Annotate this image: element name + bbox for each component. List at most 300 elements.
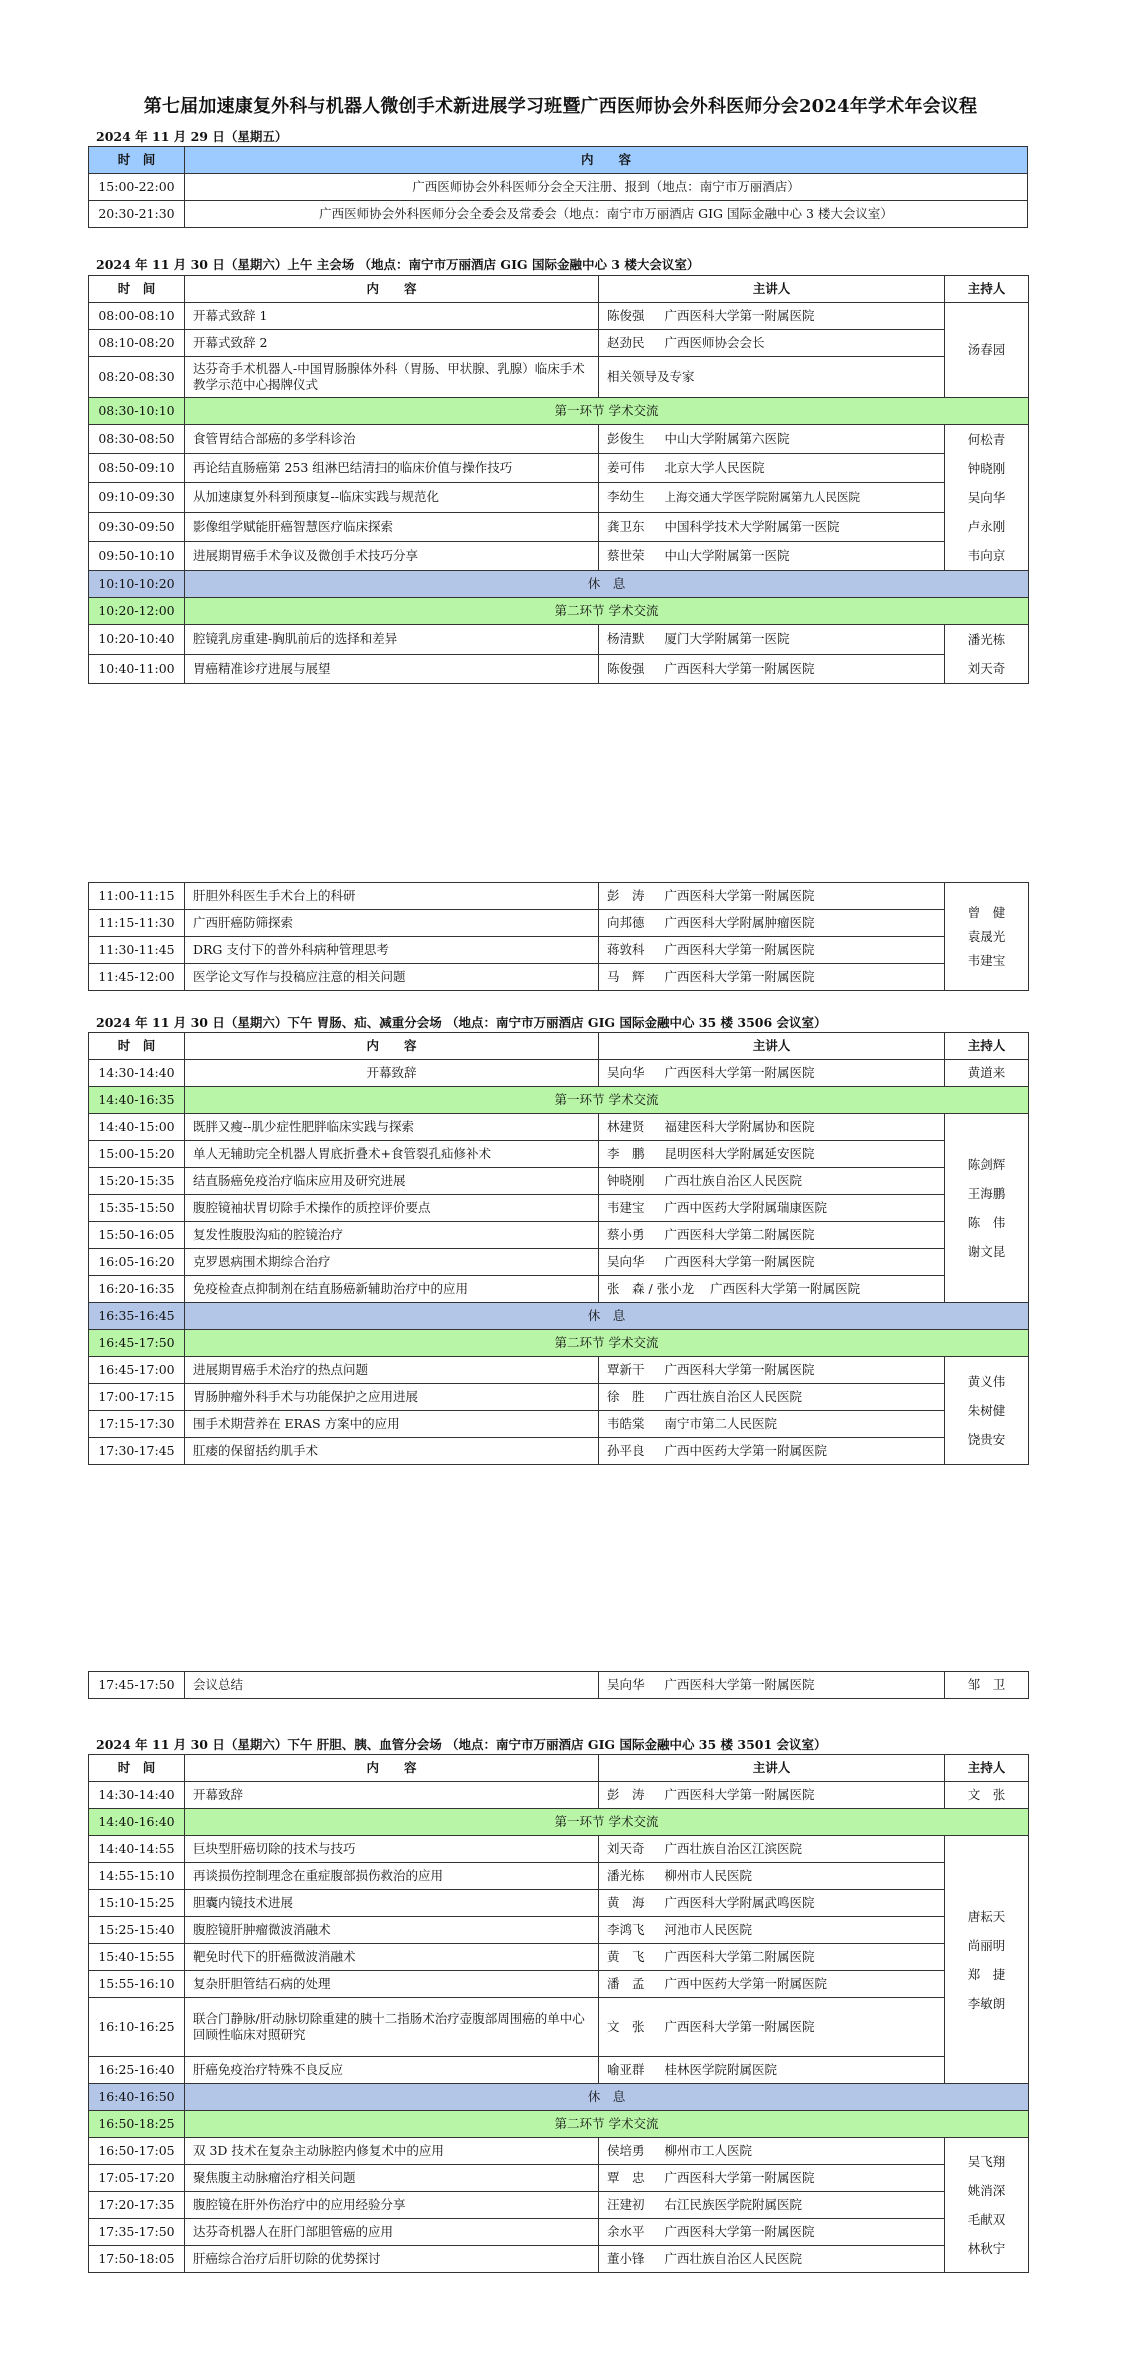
topic-cell: 肝胆外科医生手术台上的科研 bbox=[185, 883, 599, 910]
time-cell: 11:00-11:15 bbox=[89, 883, 185, 910]
topic-cell: 结直肠癌免疫治疗临床应用及研究进展 bbox=[185, 1168, 599, 1195]
speaker-org: 中山大学附属第一医院 bbox=[657, 541, 945, 570]
time-cell: 17:45-17:50 bbox=[89, 1672, 185, 1699]
table-row bbox=[89, 1863, 1029, 1890]
topic-cell: 肝癌综合治疗后肝切除的优势探讨 bbox=[185, 2246, 599, 2273]
time-cell: 20:30-21:30 bbox=[89, 201, 185, 228]
speaker-name: 杨清默 bbox=[599, 625, 657, 655]
host-name: 王海鹏 bbox=[967, 1186, 1006, 1201]
time-cell: 17:15-17:30 bbox=[89, 1411, 185, 1438]
speaker-org: 广西医科大学第一附属医院 bbox=[710, 1281, 861, 1296]
speaker-name: 蔡世荣 bbox=[599, 541, 657, 570]
topic-cell: 会议总结 bbox=[185, 1672, 599, 1699]
day-label-nov29: 2024 年 11 月 29 日（星期五） bbox=[96, 129, 288, 144]
header-content: 内 容 bbox=[185, 1755, 599, 1782]
section-label: 第二环节 学术交流 bbox=[185, 598, 1029, 625]
time-cell: 09:50-10:10 bbox=[89, 541, 185, 570]
table-row bbox=[89, 1944, 1029, 1971]
table-row bbox=[89, 201, 1028, 228]
topic-cell: 广西肝癌防筛探索 bbox=[185, 910, 599, 937]
topic-cell: 靶免时代下的肝癌微波消融术 bbox=[185, 1944, 599, 1971]
topic-cell: 单人无辅助完全机器人胃底折叠术+食管裂孔疝修补术 bbox=[185, 1141, 599, 1168]
topic-cell: 再谈损伤控制理念在重症腹部损伤救治的应用 bbox=[185, 1863, 599, 1890]
header-content: 内 容 bbox=[185, 147, 1028, 174]
host-cell bbox=[945, 625, 1029, 684]
speaker-name: 孙平良 bbox=[599, 1438, 657, 1465]
host-name: 吴向华 bbox=[967, 490, 1006, 505]
topic-cell: 免疫检查点抑制剂在结直肠癌新辅助治疗中的应用 bbox=[185, 1276, 599, 1303]
host-cell bbox=[945, 1357, 1029, 1465]
speaker-org: 广西医科大学第二附属医院 bbox=[657, 1944, 945, 1971]
speaker-name: 潘光栋 bbox=[599, 1863, 657, 1890]
gi-session-closing-table bbox=[88, 1671, 1029, 1699]
section-label: 第二环节 学术交流 bbox=[185, 1330, 1029, 1357]
speaker-org: 广西医科大学第一附属医院 bbox=[657, 1672, 945, 1699]
table-row bbox=[89, 2057, 1029, 2084]
table-row bbox=[89, 1114, 1029, 1141]
speaker-org: 广西医科大学第一附属医院 bbox=[657, 2165, 945, 2192]
time-cell: 17:20-17:35 bbox=[89, 2192, 185, 2219]
speaker-org: 广西医科大学第一附属医院 bbox=[657, 1249, 945, 1276]
time-cell: 11:15-11:30 bbox=[89, 910, 185, 937]
table-row bbox=[89, 1195, 1029, 1222]
speaker-org: 广西中医药大学附属瑞康医院 bbox=[657, 1195, 945, 1222]
host-name: 曾 健 bbox=[967, 904, 1006, 920]
table-row bbox=[89, 910, 1029, 937]
time-cell: 16:05-16:20 bbox=[89, 1249, 185, 1276]
section-row bbox=[89, 1087, 1029, 1114]
header-time: 时 间 bbox=[89, 276, 185, 303]
header-speaker: 主讲人 bbox=[599, 276, 945, 303]
time-cell: 15:40-15:55 bbox=[89, 1944, 185, 1971]
host-name: 韦建宝 bbox=[967, 952, 1006, 968]
speaker-name: 彭俊生 bbox=[599, 425, 657, 454]
header-speaker: 主讲人 bbox=[599, 1033, 945, 1060]
table-header-row bbox=[89, 1033, 1029, 1060]
speaker-name: 陈俊强 bbox=[599, 303, 657, 330]
speaker-name: 吴向华 bbox=[599, 1672, 657, 1699]
host-cell: 文 张 bbox=[945, 1782, 1029, 1809]
speaker-org: 广西医科大学第二附属医院 bbox=[657, 1222, 945, 1249]
topic-cell: 开幕式致辞 2 bbox=[185, 330, 599, 357]
time-cell: 08:30-10:10 bbox=[89, 398, 185, 425]
header-content: 内 容 bbox=[185, 1033, 599, 1060]
speaker-org: 广西中医药大学第一附属医院 bbox=[657, 1971, 945, 1998]
topic-cell: 肝癌免疫治疗特殊不良反应 bbox=[185, 2057, 599, 2084]
speaker-org: 中山大学附属第六医院 bbox=[657, 425, 945, 454]
time-cell: 14:40-14:55 bbox=[89, 1836, 185, 1863]
table-row bbox=[89, 1141, 1029, 1168]
speaker-name: 姜可伟 bbox=[599, 454, 657, 483]
speaker-org: 厦门大学附属第一医院 bbox=[657, 625, 945, 655]
table-row bbox=[89, 541, 1029, 570]
topic-cell: 达芬奇机器人在肝门部胆管癌的应用 bbox=[185, 2219, 599, 2246]
speaker-org: 广西医科大学第一附属医院 bbox=[657, 1357, 945, 1384]
speaker-org: 广西壮族自治区人民医院 bbox=[657, 2246, 945, 2273]
speaker-name: 钟晓刚 bbox=[599, 1168, 657, 1195]
speaker-name: 林建贤 bbox=[599, 1114, 657, 1141]
table-row bbox=[89, 625, 1029, 655]
host-name: 林秋宁 bbox=[967, 2241, 1006, 2256]
speaker-org: 福建医科大学附属协和医院 bbox=[657, 1114, 945, 1141]
topic-cell: 胃癌精准诊疗进展与展望 bbox=[185, 654, 599, 684]
time-cell: 15:25-15:40 bbox=[89, 1917, 185, 1944]
topic-cell: 复发性腹股沟疝的腔镜治疗 bbox=[185, 1222, 599, 1249]
topic-cell: 巨块型肝癌切除的技术与技巧 bbox=[185, 1836, 599, 1863]
speaker-name: 黄 海 bbox=[599, 1890, 657, 1917]
speaker-name: 李 鹏 bbox=[599, 1141, 657, 1168]
speaker-name: 龚卫东 bbox=[599, 512, 657, 541]
time-cell: 11:30-11:45 bbox=[89, 937, 185, 964]
speaker-org: 广西医科大学第一附属医院 bbox=[657, 883, 945, 910]
day-label-hpb-session: 2024 年 11 月 30 日（星期六）下午 肝胆、胰、血管分会场 （地点：南宁市万丽酒店 GIG 国际金融中心 35 楼 3501 会议室） bbox=[96, 1737, 827, 1752]
speaker-name: 相关领导及专家 bbox=[599, 357, 945, 398]
time-cell: 14:40-15:00 bbox=[89, 1114, 185, 1141]
speaker-org: 广西医师协会会长 bbox=[657, 330, 945, 357]
speaker-name: 向邦德 bbox=[599, 910, 657, 937]
table-row bbox=[89, 357, 1029, 398]
speaker-org: 北京大学人民医院 bbox=[657, 454, 945, 483]
time-cell: 08:50-09:10 bbox=[89, 454, 185, 483]
table-row bbox=[89, 425, 1029, 454]
table-row bbox=[89, 937, 1029, 964]
host-name: 陈 伟 bbox=[967, 1215, 1006, 1230]
header-speaker: 主讲人 bbox=[599, 1755, 945, 1782]
time-cell: 15:00-15:20 bbox=[89, 1141, 185, 1168]
time-cell: 08:10-08:20 bbox=[89, 330, 185, 357]
host-name: 黄义伟 bbox=[967, 1374, 1006, 1389]
time-cell: 17:35-17:50 bbox=[89, 2219, 185, 2246]
time-cell: 15:10-15:25 bbox=[89, 1890, 185, 1917]
time-cell: 09:30-09:50 bbox=[89, 512, 185, 541]
speaker-org: 柳州市人民医院 bbox=[657, 1863, 945, 1890]
topic-cell: 双 3D 技术在复杂主动脉腔内修复术中的应用 bbox=[185, 2138, 599, 2165]
table-row bbox=[89, 1411, 1029, 1438]
speaker-name: 蒋敦科 bbox=[599, 937, 657, 964]
time-cell: 14:30-14:40 bbox=[89, 1060, 185, 1087]
section-row bbox=[89, 598, 1029, 625]
header-time: 时 间 bbox=[89, 1755, 185, 1782]
time-cell: 15:55-16:10 bbox=[89, 1971, 185, 1998]
speaker-name: 潘 孟 bbox=[599, 1971, 657, 1998]
topic-cell: 再论结直肠癌第 253 组淋巴结清扫的临床价值与操作技巧 bbox=[185, 454, 599, 483]
topic-cell: 既胖又瘦--肌少症性肥胖临床实践与探索 bbox=[185, 1114, 599, 1141]
speaker-org: 广西医科大学第一附属医院 bbox=[657, 1998, 945, 2057]
time-cell: 16:50-18:25 bbox=[89, 2111, 185, 2138]
speaker-name: 韦皓棠 bbox=[599, 1411, 657, 1438]
speaker-org: 广西医科大学第一附属医院 bbox=[657, 2219, 945, 2246]
speaker-org: 广西医科大学第一附属医院 bbox=[657, 1782, 945, 1809]
table-row bbox=[89, 2246, 1029, 2273]
time-cell: 16:20-16:35 bbox=[89, 1276, 185, 1303]
table-row bbox=[89, 454, 1029, 483]
host-name: 陈剑辉 bbox=[967, 1157, 1006, 1172]
time-cell: 16:45-17:00 bbox=[89, 1357, 185, 1384]
time-cell: 14:55-15:10 bbox=[89, 1863, 185, 1890]
table-row bbox=[89, 1384, 1029, 1411]
host-name: 郑 捷 bbox=[967, 1966, 1006, 1982]
table-row bbox=[89, 303, 1029, 330]
break-label: 休 息 bbox=[185, 1303, 1029, 1330]
time-cell: 16:45-17:50 bbox=[89, 1330, 185, 1357]
speaker-name: 赵劲民 bbox=[599, 330, 657, 357]
topic-cell: 医学论文写作与投稿应注意的相关问题 bbox=[185, 964, 599, 991]
time-cell: 14:30-14:40 bbox=[89, 1782, 185, 1809]
table-row bbox=[89, 1971, 1029, 1998]
topic-cell: 从加速康复外科到预康复--临床实践与规范化 bbox=[185, 483, 599, 512]
speaker-name: 陈俊强 bbox=[599, 654, 657, 684]
speaker-org: 广西医科大学第一附属医院 bbox=[657, 1060, 945, 1087]
table-row bbox=[89, 1249, 1029, 1276]
host-cell bbox=[945, 425, 1029, 571]
table-row bbox=[89, 1890, 1029, 1917]
host-name: 谢文昆 bbox=[967, 1244, 1006, 1259]
time-cell: 10:20-12:00 bbox=[89, 598, 185, 625]
topic-cell: 食管胃结合部癌的多学科诊治 bbox=[185, 425, 599, 454]
host-cell: 汤春园 bbox=[945, 303, 1029, 398]
time-cell: 14:40-16:35 bbox=[89, 1087, 185, 1114]
speaker-org: 广西医科大学第一附属医院 bbox=[657, 937, 945, 964]
topic-cell: 开幕致辞 bbox=[185, 1782, 599, 1809]
speaker-name: 汪建初 bbox=[599, 2192, 657, 2219]
break-label: 休 息 bbox=[185, 2084, 1029, 2111]
table-row bbox=[89, 964, 1029, 991]
time-cell: 08:30-08:50 bbox=[89, 425, 185, 454]
section-row bbox=[89, 398, 1029, 425]
table-row bbox=[89, 330, 1029, 357]
speaker-org: 广西壮族自治区江滨医院 bbox=[657, 1836, 945, 1863]
topic-cell: 进展期胃癌手术治疗的热点问题 bbox=[185, 1357, 599, 1384]
table-row bbox=[89, 483, 1029, 512]
topic-cell: 腔镜乳房重建-胸肌前后的选择和差异 bbox=[185, 625, 599, 655]
time-cell: 17:30-17:45 bbox=[89, 1438, 185, 1465]
time-cell: 10:10-10:20 bbox=[89, 571, 185, 598]
time-cell: 10:40-11:00 bbox=[89, 654, 185, 684]
time-cell: 15:00-22:00 bbox=[89, 174, 185, 201]
section-label: 第一环节 学术交流 bbox=[185, 1809, 1029, 1836]
break-label: 休 息 bbox=[185, 571, 1029, 598]
section-label: 第一环节 学术交流 bbox=[185, 398, 1029, 425]
speaker-org: 广西壮族自治区人民医院 bbox=[657, 1168, 945, 1195]
speaker-name: 彭 涛 bbox=[599, 1782, 657, 1809]
host-cell bbox=[945, 1114, 1029, 1303]
time-cell: 10:20-10:40 bbox=[89, 625, 185, 655]
day-label-nov30-morning: 2024 年 11 月 30 日（星期六）上午 主会场 （地点：南宁市万丽酒店 GIG 国际金融中心 3 楼大会议室） bbox=[96, 257, 700, 272]
main-venue-table bbox=[88, 275, 1029, 684]
host-name: 袁晟光 bbox=[967, 928, 1006, 944]
time-cell: 17:05-17:20 bbox=[89, 2165, 185, 2192]
speaker-name: 吴向华 bbox=[599, 1060, 657, 1087]
host-name: 尚丽明 bbox=[967, 1937, 1006, 1953]
time-cell: 15:20-15:35 bbox=[89, 1168, 185, 1195]
speaker-name: 张 森 / 张小龙 bbox=[607, 1281, 695, 1296]
host-name: 卢永刚 bbox=[967, 519, 1006, 534]
host-name: 饶贵安 bbox=[967, 1432, 1006, 1447]
table-header-row bbox=[89, 147, 1028, 174]
table-row bbox=[89, 1168, 1029, 1195]
speaker-org: 右江民族医学院附属医院 bbox=[657, 2192, 945, 2219]
host-cell bbox=[945, 883, 1029, 991]
time-cell: 17:00-17:15 bbox=[89, 1384, 185, 1411]
time-cell: 08:00-08:10 bbox=[89, 303, 185, 330]
host-cell bbox=[945, 1836, 1029, 2084]
speaker-name: 侯培勇 bbox=[599, 2138, 657, 2165]
speaker-name: 黄 飞 bbox=[599, 1944, 657, 1971]
topic-cell: 复杂肝胆管结石病的处理 bbox=[185, 1971, 599, 1998]
speaker-name: 文 张 bbox=[599, 1998, 657, 2057]
host-name: 唐耘天 bbox=[967, 1908, 1006, 1924]
time-cell: 15:50-16:05 bbox=[89, 1222, 185, 1249]
time-cell: 11:45-12:00 bbox=[89, 964, 185, 991]
topic-cell: 开幕式致辞 1 bbox=[185, 303, 599, 330]
page-title: 第七届加速康复外科与机器人微创手术新进展学习班暨广西医师协会外科医师分会2024年学术年会议程 bbox=[143, 96, 978, 117]
table-row bbox=[89, 1222, 1029, 1249]
speaker-name: 覃新干 bbox=[599, 1357, 657, 1384]
topic-cell: 胆囊内镜技术进展 bbox=[185, 1890, 599, 1917]
host-cell: 黄道来 bbox=[945, 1060, 1029, 1087]
speaker-name: 董小锋 bbox=[599, 2246, 657, 2273]
time-cell: 16:40-16:50 bbox=[89, 2084, 185, 2111]
time-cell: 16:25-16:40 bbox=[89, 2057, 185, 2084]
table-header-row bbox=[89, 276, 1029, 303]
speaker-name: 李鸿飞 bbox=[599, 1917, 657, 1944]
table-header-row bbox=[89, 1755, 1029, 1782]
table-row bbox=[89, 654, 1029, 684]
host-name: 李敏朗 bbox=[967, 1995, 1006, 2011]
section-label: 第一环节 学术交流 bbox=[185, 1087, 1029, 1114]
speaker-org: 广西壮族自治区人民医院 bbox=[657, 1384, 945, 1411]
table-row bbox=[89, 2138, 1029, 2165]
topic-cell: 腹腔镜在肝外伤治疗中的应用经验分享 bbox=[185, 2192, 599, 2219]
speaker-name: 刘天奇 bbox=[599, 1836, 657, 1863]
content-cell: 广西医师协会外科医师分会全委会及常委会（地点：南宁市万丽酒店 GIG 国际金融中心 3 楼大会议室） bbox=[185, 201, 1028, 228]
speaker-org: 中国科学技术大学附属第一医院 bbox=[657, 512, 945, 541]
speaker-name: 韦建宝 bbox=[599, 1195, 657, 1222]
speaker-name: 彭 涛 bbox=[599, 883, 657, 910]
host-name: 潘光栋 bbox=[967, 632, 1006, 647]
table-row bbox=[89, 1276, 1029, 1303]
table-row bbox=[89, 2165, 1029, 2192]
topic-cell: 腹腔镜袖状胃切除手术操作的质控评价要点 bbox=[185, 1195, 599, 1222]
time-cell: 16:35-16:45 bbox=[89, 1303, 185, 1330]
table-row bbox=[89, 1836, 1029, 1863]
topic-cell: DRG 支付下的普外科病种管理思考 bbox=[185, 937, 599, 964]
host-name: 刘天奇 bbox=[967, 661, 1006, 676]
table-row bbox=[89, 1438, 1029, 1465]
table-row bbox=[89, 512, 1029, 541]
topic-cell: 进展期胃癌手术争议及微创手术技巧分享 bbox=[185, 541, 599, 570]
topic-cell: 达芬奇手术机器人-中国胃肠腺体外科（胃肠、甲状腺、乳腺）临床手术教学示范中心揭牌仪式 bbox=[185, 357, 599, 398]
speaker-name: 蔡小勇 bbox=[599, 1222, 657, 1249]
topic-cell: 克罗恩病围术期综合治疗 bbox=[185, 1249, 599, 1276]
host-name: 朱树健 bbox=[967, 1403, 1006, 1418]
table-row bbox=[89, 2219, 1029, 2246]
time-cell: 14:40-16:40 bbox=[89, 1809, 185, 1836]
speaker-name: 余水平 bbox=[599, 2219, 657, 2246]
topic-cell: 腹腔镜肝肿瘤微波消融术 bbox=[185, 1917, 599, 1944]
table-row bbox=[89, 1917, 1029, 1944]
topic-cell: 影像组学赋能肝癌智慧医疗临床探索 bbox=[185, 512, 599, 541]
hpb-session-table bbox=[88, 1754, 1029, 2273]
table-row bbox=[89, 1998, 1029, 2057]
time-cell: 08:20-08:30 bbox=[89, 357, 185, 398]
content-cell: 广西医师协会外科医师分会全天注册、报到（地点：南宁市万丽酒店） bbox=[185, 174, 1028, 201]
speaker-org: 广西医科大学附属肿瘤医院 bbox=[657, 910, 945, 937]
time-cell: 16:10-16:25 bbox=[89, 1998, 185, 2057]
speaker-name: 吴向华 bbox=[599, 1249, 657, 1276]
host-cell bbox=[945, 2138, 1029, 2273]
time-cell: 16:50-17:05 bbox=[89, 2138, 185, 2165]
time-cell: 17:50-18:05 bbox=[89, 2246, 185, 2273]
gi-session-table bbox=[88, 1032, 1029, 1465]
speaker-cell bbox=[599, 1276, 945, 1303]
header-host: 主持人 bbox=[945, 1033, 1029, 1060]
section-label: 第二环节 学术交流 bbox=[185, 2111, 1029, 2138]
host-name: 毛献双 bbox=[967, 2212, 1006, 2227]
topic-cell: 开幕致辞 bbox=[185, 1060, 599, 1087]
table-row bbox=[89, 2192, 1029, 2219]
time-cell: 15:35-15:50 bbox=[89, 1195, 185, 1222]
host-name: 钟晓刚 bbox=[967, 461, 1006, 476]
speaker-org: 柳州市工人医院 bbox=[657, 2138, 945, 2165]
host-name: 吴飞翔 bbox=[967, 2154, 1006, 2169]
section-row bbox=[89, 1809, 1029, 1836]
speaker-org: 广西医科大学附属武鸣医院 bbox=[657, 1890, 945, 1917]
host-name: 韦向京 bbox=[967, 548, 1006, 563]
section-row bbox=[89, 2111, 1029, 2138]
host-name: 姚消深 bbox=[967, 2183, 1006, 2198]
speaker-org: 广西医科大学第一附属医院 bbox=[657, 654, 945, 684]
topic-cell: 聚焦腹主动脉瘤治疗相关问题 bbox=[185, 2165, 599, 2192]
table-row bbox=[89, 174, 1028, 201]
speaker-org: 广西医科大学第一附属医院 bbox=[657, 964, 945, 991]
speaker-name: 覃 忠 bbox=[599, 2165, 657, 2192]
speaker-name: 马 辉 bbox=[599, 964, 657, 991]
host-cell: 邹 卫 bbox=[945, 1672, 1029, 1699]
table-row bbox=[89, 883, 1029, 910]
day-label-gi-session: 2024 年 11 月 30 日（星期六）下午 胃肠、疝、减重分会场 （地点：南宁市万丽酒店 GIG 国际金融中心 35 楼 3506 会议室） bbox=[96, 1015, 827, 1030]
speaker-org: 广西医科大学第一附属医院 bbox=[657, 303, 945, 330]
header-content: 内 容 bbox=[185, 276, 599, 303]
host-name: 何松青 bbox=[967, 432, 1006, 447]
topic-cell: 联合门静脉/肝动脉切除重建的胰十二指肠术治疗壶腹部周围癌的单中心回顾性临床对照研究 bbox=[185, 1998, 599, 2057]
table-row bbox=[89, 1672, 1029, 1699]
topic-cell: 肛瘘的保留括约肌手术 bbox=[185, 1438, 599, 1465]
speaker-name: 喻亚群 bbox=[599, 2057, 657, 2084]
header-time: 时 间 bbox=[89, 147, 185, 174]
table-row bbox=[89, 1782, 1029, 1809]
speaker-org: 桂林医学院附属医院 bbox=[657, 2057, 945, 2084]
topic-cell: 围手术期营养在 ERAS 方案中的应用 bbox=[185, 1411, 599, 1438]
speaker-name: 李幼生 bbox=[599, 483, 657, 512]
header-host: 主持人 bbox=[945, 276, 1029, 303]
speaker-org: 河池市人民医院 bbox=[657, 1917, 945, 1944]
speaker-org: 南宁市第二人民医院 bbox=[657, 1411, 945, 1438]
break-row bbox=[89, 571, 1029, 598]
speaker-org: 广西中医药大学第一附属医院 bbox=[657, 1438, 945, 1465]
header-time: 时 间 bbox=[89, 1033, 185, 1060]
header-host: 主持人 bbox=[945, 1755, 1029, 1782]
speaker-name: 徐 胜 bbox=[599, 1384, 657, 1411]
time-cell: 09:10-09:30 bbox=[89, 483, 185, 512]
topic-cell: 胃肠肿瘤外科手术与功能保护之应用进展 bbox=[185, 1384, 599, 1411]
main-venue-table-continued bbox=[88, 882, 1029, 991]
break-row bbox=[89, 1303, 1029, 1330]
speaker-org: 上海交通大学医学院附属第九人民医院 bbox=[657, 483, 945, 512]
table-row bbox=[89, 1060, 1029, 1087]
table-row bbox=[89, 1357, 1029, 1384]
speaker-org: 昆明医科大学附属延安医院 bbox=[657, 1141, 945, 1168]
